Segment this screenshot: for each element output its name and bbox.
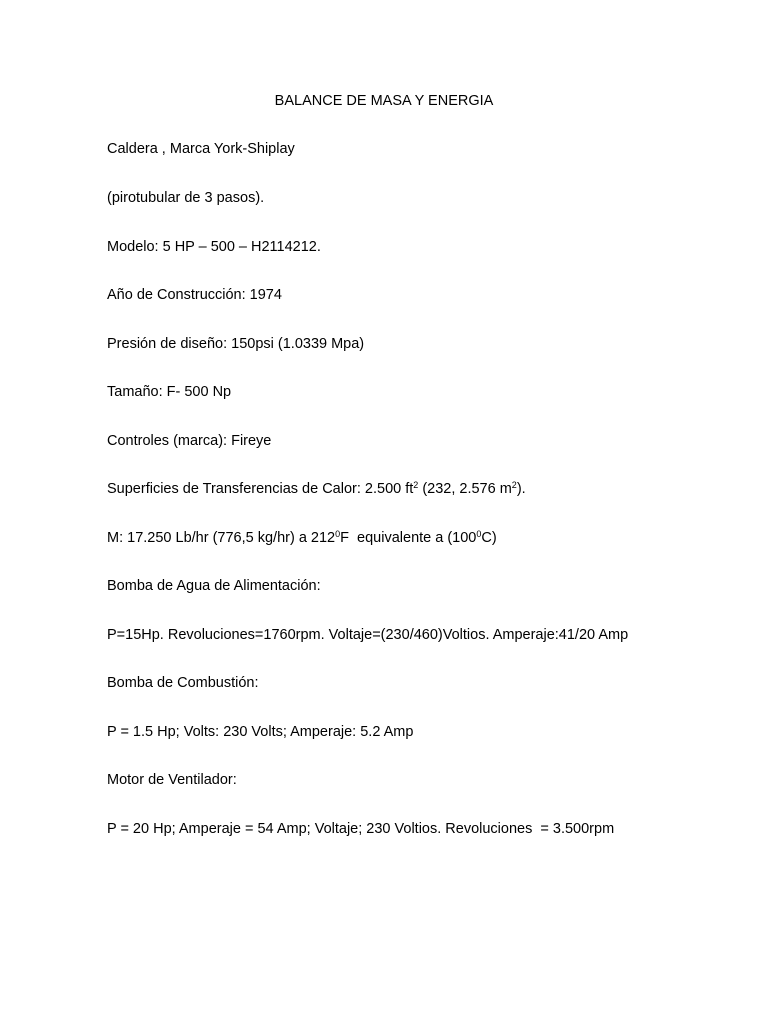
line-bomba-agua: Bomba de Agua de Alimentación: [107,578,321,594]
m-text-2: F equivalente a (100 [340,530,477,546]
document-title: BALANCE DE MASA Y ENERGIA [274,93,494,109]
line-modelo: Modelo: 5 HP – 500 – H2114212. [107,239,321,255]
superficies-text-2: (232, 2.576 m [418,481,512,497]
line-motor-ventilador: Motor de Ventilador: [107,772,237,788]
superficies-sup-2: 2 [511,480,517,491]
line-controles: Controles (marca): Fireye [107,433,272,449]
superficies-sup-1: 2 [413,480,419,491]
superficies-text-1: Superficies de Transferencias de Calor: 2.500 ft [107,481,414,497]
line-bomba-combustion: Bomba de Combustión: [107,675,259,691]
m-text-1: M: 17.250 Lb/hr (776,5 kg/hr) a 212 [107,530,336,546]
superficies-text-3: ). [516,481,526,497]
m-text-3: C) [481,530,497,546]
line-bomba-agua-specs: P=15Hp. Revoluciones=1760rpm. Voltaje=(230/460)Voltios. Amperaje:41/20 Amp [107,627,629,643]
line-motor-ventilador-specs: P = 20 Hp; Amperaje = 54 Amp; Voltaje; 230 Voltios. Revoluciones = 3.500rpm [107,821,615,837]
line-tamano: Tamaño: F- 500 Np [107,384,232,400]
line-bomba-combustion-specs: P = 1.5 Hp; Volts: 230 Volts; Amperaje: 5.2 Amp [107,724,414,740]
line-caldera: Caldera , Marca York-Shiplay [107,141,295,157]
line-anio-construccion: Año de Construcción: 1974 [107,287,282,303]
m-sup-1: 0 [335,529,341,540]
line-m [107,529,497,547]
line-superficies [107,480,526,498]
line-pirotubular: (pirotubular de 3 pasos). [107,190,265,206]
line-presion-diseno: Presión de diseño: 150psi (1.0339 Mpa) [107,336,365,352]
m-sup-2: 0 [476,529,482,540]
